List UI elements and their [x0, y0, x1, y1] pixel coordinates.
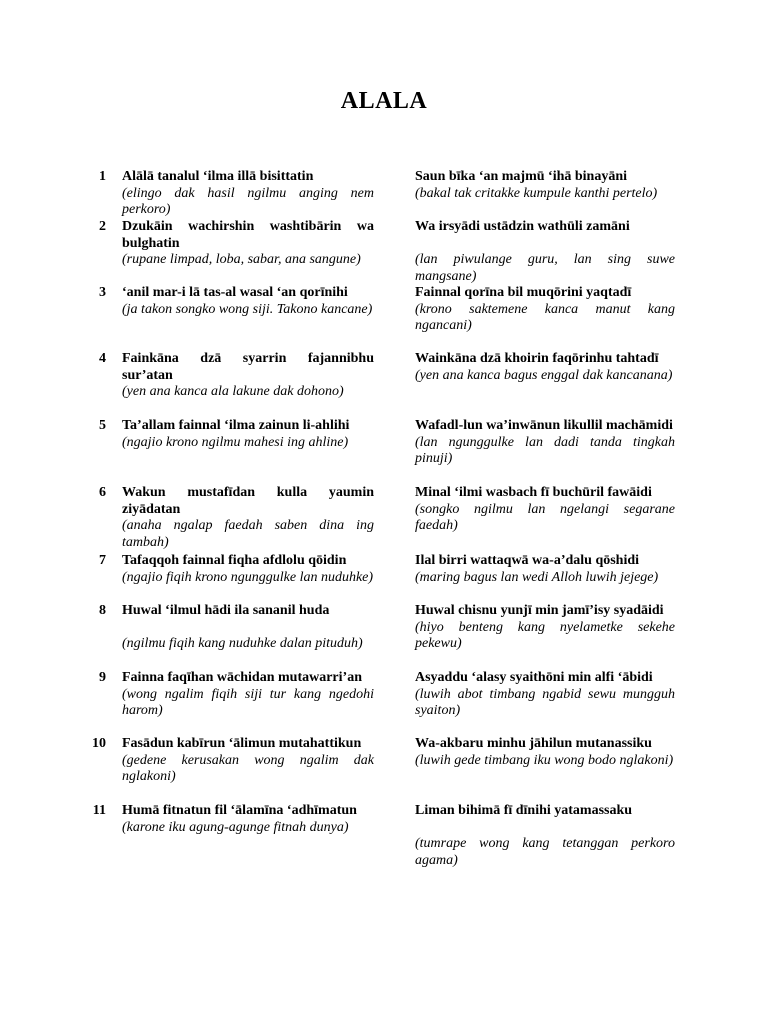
verse-translation: (ngajio fiqih krono ngunggulke lan nuduhke)	[122, 569, 374, 585]
verse-translation: (lan ngunggulke lan dadi tanda tingkah pinuji)	[415, 434, 675, 466]
verse-right-column	[415, 803, 675, 869]
page-title: ALALA	[340, 88, 428, 114]
verse-left-column	[122, 418, 374, 451]
verse-number: 3	[99, 285, 106, 300]
verse-arabic-text: Huwal ‘ilmul hādi ila sananil huda	[122, 603, 330, 618]
verse-translation: (maring bagus lan wedi Alloh luwih jejege)	[415, 569, 659, 585]
verse-right-column	[415, 219, 675, 285]
verse-arabic-text: Humā fitnatun fil ‘ālamīna ‘adhīmatun	[122, 803, 357, 818]
verse-translation: (tumrape wong kang tetanggan perkoro agama)	[415, 836, 675, 868]
verse-right-column	[415, 603, 675, 653]
verse-arabic-text: ‘anil mar-i lā tas-al wasal ‘an qorīnihi	[122, 285, 348, 300]
verse-arabic-text: Wa-akbaru minhu jāhilun mutanassiku	[415, 736, 652, 751]
verse-arabic-text: Wa irsyādi ustādzin wathūli zamāni	[415, 219, 630, 234]
verse-arabic-text: Tafaqqoh fainnal fiqha afdlolu qōidin	[122, 553, 347, 568]
spacer	[415, 236, 675, 253]
verse-arabic-text: Fainnal qorīna bil muqōrini yaqtadī	[415, 285, 632, 300]
verse-translation: (karone iku agung-agunge fitnah dunya)	[122, 819, 349, 835]
verse-translation: (yen ana kanca bagus enggal dak kancanana)	[415, 367, 673, 383]
verse-translation: (hiyo benteng kang nyelametke sekehe pekewu)	[415, 619, 675, 651]
verse-left-column	[122, 285, 374, 318]
verse-right-column	[415, 485, 675, 535]
verse-translation: (ngajio krono ngilmu mahesi ing ahline)	[122, 434, 349, 450]
verse-right-column	[415, 285, 675, 335]
verse-row	[0, 803, 768, 869]
verse-number: 2	[99, 219, 106, 234]
verse-row	[0, 219, 768, 285]
verse-left-column	[122, 485, 374, 551]
verse-row	[0, 553, 768, 603]
verse-row	[0, 485, 768, 553]
verse-right-column	[415, 553, 675, 586]
verse-left-column	[122, 219, 374, 269]
verse-arabic-text: Alālā tanalul ‘ilma illā bisittatin	[122, 169, 314, 184]
verse-number: 5	[99, 418, 106, 433]
verse-arabic-text: Saun bīka ‘an majmū ‘ihā binayāni	[415, 169, 628, 184]
verse-arabic-text: Liman bihimā fī dīnihi yatamassaku	[415, 803, 633, 818]
verse-number: 1	[99, 169, 106, 184]
verse-left-column	[122, 553, 374, 586]
spacer	[415, 820, 675, 837]
verse-right-column	[415, 736, 675, 769]
verse-arabic-text: Asyaddu ‘alasy syaithōni min alfi ‘ābidi	[415, 670, 653, 685]
verse-number: 10	[92, 736, 106, 751]
verse-arabic-text: Fainkāna dzā syarrin fajannibhu sur’atan	[122, 351, 374, 383]
verse-translation: (songko ngilmu lan ngelangi segarane faedah)	[415, 501, 675, 533]
verse-arabic-text: Wafadl-lun wa’inwānun likullil machāmidi	[415, 418, 673, 433]
spacer	[122, 620, 374, 637]
verse-left-column	[122, 670, 374, 720]
verse-translation: (elingo dak hasil ngilmu anging nem perkoro)	[122, 185, 374, 217]
verse-number: 4	[99, 351, 106, 366]
verse-row	[0, 351, 768, 418]
verse-right-column	[415, 351, 675, 384]
verse-translation: (yen ana kanca ala lakune dak dohono)	[122, 384, 344, 399]
verse-left-column	[122, 169, 374, 219]
verse-right-column	[415, 418, 675, 468]
verse-translation: (gedene kerusakan wong ngalim dak nglakoni)	[122, 752, 374, 784]
verse-number: 7	[99, 553, 106, 568]
verse-translation: (lan piwulange guru, lan sing suwe mangsane)	[415, 252, 675, 284]
verse-left-column	[122, 351, 374, 401]
verse-translation: (bakal tak critakke kumpule kanthi pertelo)	[415, 185, 658, 201]
verse-list	[0, 169, 768, 869]
verse-arabic-text: Ta’allam fainnal ‘ilma zainun li-ahlihi	[122, 418, 350, 433]
verse-row	[0, 603, 768, 670]
verse-left-column	[122, 803, 374, 836]
verse-arabic-text: Wainkāna dzā khoirin faqōrinhu tahtadī	[415, 351, 659, 366]
verse-number: 8	[99, 603, 106, 618]
verse-right-column	[415, 169, 675, 202]
verse-translation: (rupane limpad, loba, sabar, ana sangune)	[122, 252, 361, 267]
verse-number: 6	[99, 485, 106, 500]
verse-number: 11	[92, 803, 106, 818]
verse-translation: (anaha ngalap faedah saben dina ing tambah)	[122, 518, 374, 550]
verse-left-column	[122, 736, 374, 786]
verse-arabic-text: Minal ‘ilmi wasbach fī buchūril fawāidi	[415, 485, 652, 500]
verse-translation: (ja takon songko wong siji. Takono kancane)	[122, 301, 373, 317]
verse-arabic-text: Fasādun kabīrun ‘ālimun mutahattikun	[122, 736, 362, 751]
verse-arabic-text: Dzukāin wachirshin washtibārin wa bulghatin	[122, 219, 374, 251]
verse-number: 9	[99, 670, 106, 685]
verse-arabic-text: Ilal birri wattaqwā wa-a’dalu qōshidi	[415, 553, 640, 568]
verse-row	[0, 169, 768, 219]
verse-row	[0, 285, 768, 351]
verse-row	[0, 736, 768, 803]
verse-row	[0, 418, 768, 485]
verse-translation: (wong ngalim fiqih siji tur kang ngedohi harom)	[122, 686, 374, 718]
verse-translation: (krono saktemene kanca manut kang ngancani)	[415, 301, 675, 333]
verse-translation: (luwih gede timbang iku wong bodo nglakoni)	[415, 752, 674, 768]
verse-row	[0, 670, 768, 736]
verse-left-column	[122, 603, 374, 653]
verse-translation: (luwih abot timbang ngabid sewu mungguh syaiton)	[415, 686, 675, 718]
verse-arabic-text: Fainna faqīhan wāchidan mutawarri’an	[122, 670, 362, 685]
verse-arabic-text: Huwal chisnu yunjī min jamī’isy syadāidi	[415, 603, 664, 618]
verse-arabic-text: Wakun mustafīdan kulla yaumin ziyādatan	[122, 485, 374, 517]
verse-right-column	[415, 670, 675, 720]
verse-translation: (ngilmu fiqih kang nuduhke dalan pituduh)	[122, 636, 363, 651]
